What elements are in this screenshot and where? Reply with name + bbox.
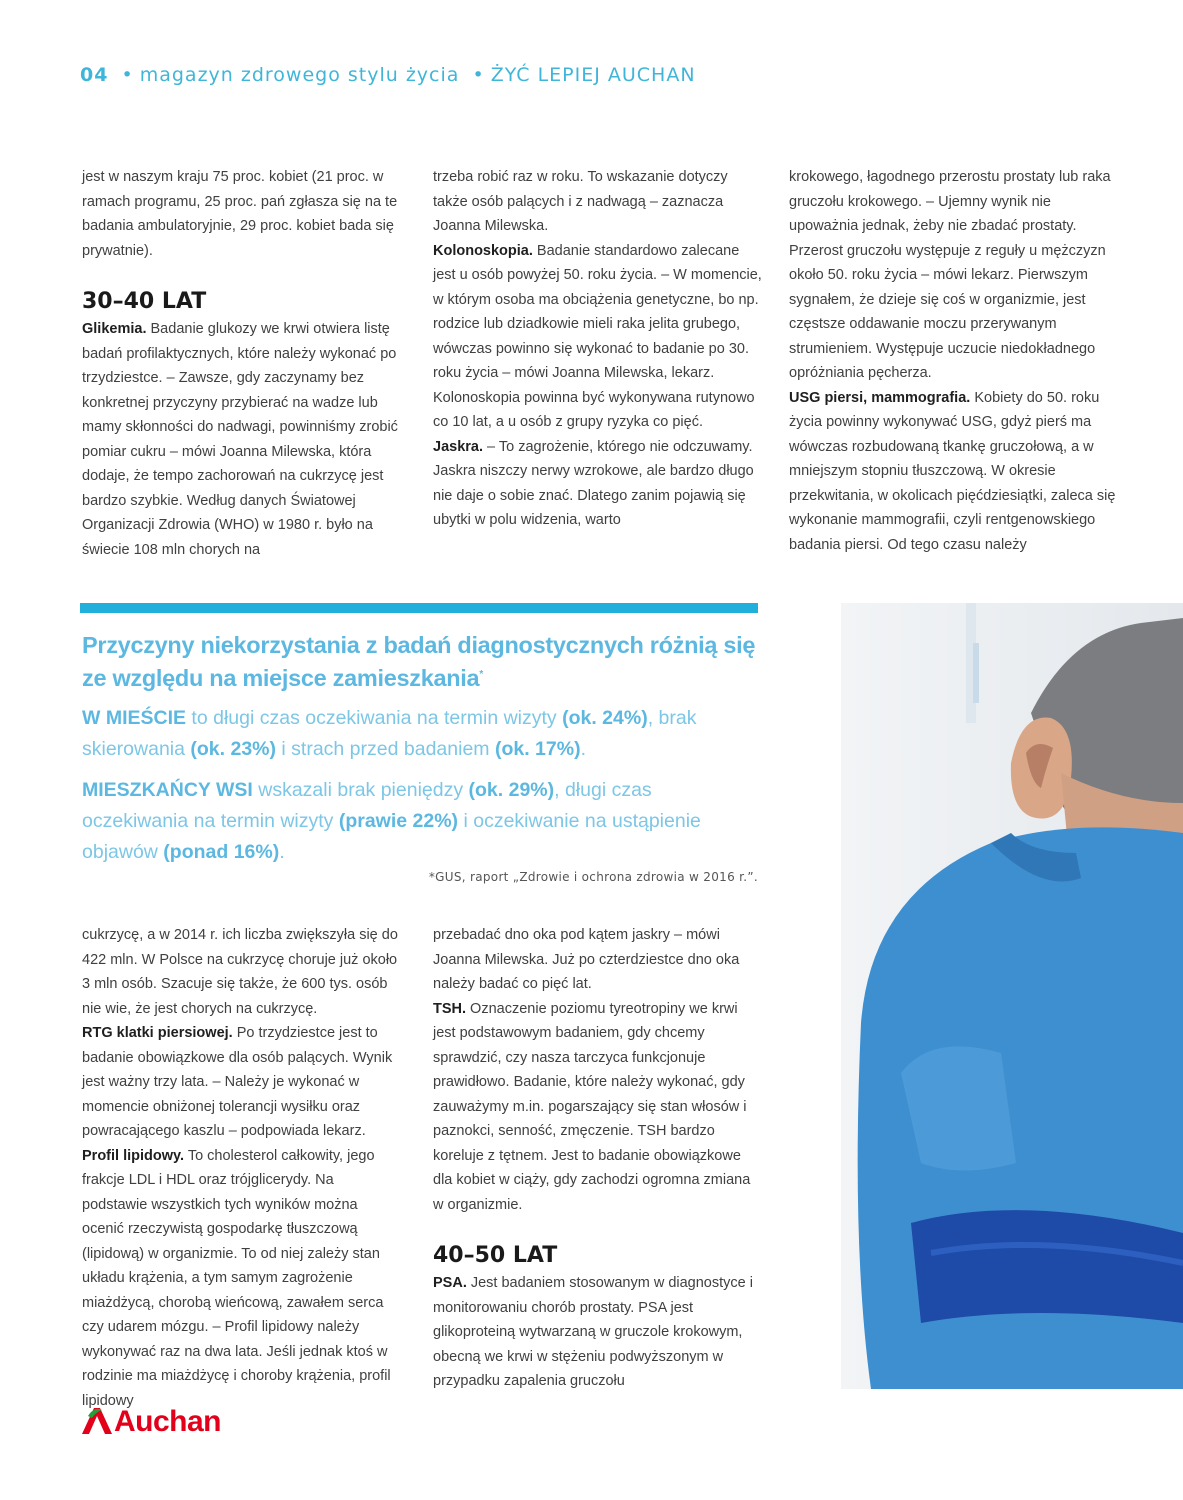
infobox-text: to długi czas oczekiwania na termin wizyty xyxy=(186,706,563,729)
infobox-title xyxy=(82,630,762,693)
term-kolonoskopia: Kolonoskopia. xyxy=(433,242,533,259)
paragraph-text: Badanie glukozy we krwi otwiera listę badań profilaktycznych, które należy wykonać po trzydziestce. – Zawsze, gdy zaczynamy bez konkretnej przyczyny przybierać na wadze lub mamy skłonności do nadwagi, powinniśmy zrobić pomiar cukru – mówi Joanna Milewska, która dodaje, że tempo zachorowań na cukrzycę jest bardzo szybkie. Według danych Światowej Organizacji Zdrowia (WHO) w 1980 r. było na świecie 108 mln chorych na xyxy=(82,321,398,558)
infobox-city xyxy=(82,703,762,765)
paragraph: krokowego, łagodnego przerostu prostaty lub raka gruczołu krokowego. – Ujemny wynik nie upoważnia jednak, żeby nie zbadać prostaty. Przerost gruczołu występuje z reguły u mężczyzn około 50. roku życia – mówi lekarz. Pierwszym sygnałem, że dzieje się coś w organizmie, jest częstsze oddawanie moczu przerywanym strumieniem. Występuje uczucie niedokładnego opróżniania pęcherza. xyxy=(789,169,1111,381)
auchan-bird-logo-icon xyxy=(80,1404,114,1436)
section-heading-40-50: 40–50 LAT xyxy=(433,1243,558,1268)
photo-illustration xyxy=(841,603,1183,1389)
bullet-separator: • xyxy=(121,64,134,86)
term-jaskra: Jaskra. xyxy=(433,438,483,455)
column-2-bottom xyxy=(433,923,763,1394)
column-1-top xyxy=(82,165,402,562)
infobox-village xyxy=(82,775,762,868)
term-profil-lipidowy: Profil lipidowy. xyxy=(82,1147,185,1164)
paragraph-tsh xyxy=(433,997,763,1218)
paragraph-kolonoskopia xyxy=(433,239,763,435)
paragraph: trzeba robić raz w roku. To wskazanie dotyczy także osób palących i z nadwagą – zaznacza Joanna Milewska. xyxy=(433,169,728,234)
accent-rule xyxy=(80,603,758,613)
paragraph-text: Badanie standardowo zalecane jest u osób powyżej 50. roku życia. – W momencie, w którym osoba ma obciążenia genetyczne, bo np. rodzice lub dziadkowie mieli raka jelita grubego, wówczas powinno się wykonać to badanie po 30. roku życia – mówi Joanna Milewska, lekarz. Kolonoskopia powinna być wykonywana rutynowo co 10 lat, a u osób z grupy ryzyka co pięć. xyxy=(433,242,762,430)
village-label: MIESZKAŃCY WSI xyxy=(82,778,253,801)
auchan-logo-text: Auchan xyxy=(114,1405,222,1438)
paragraph-psa xyxy=(433,1271,763,1394)
paragraph: cukrzycę, a w 2014 r. ich liczba zwiększyła się do 422 mln. W Polsce na cukrzycę choruje już około 3 mln osób. Szacuje się także, że 600 tys. osób nie wie, że jest chorych na cukrzycę. xyxy=(82,927,398,1017)
photo-patient-blood-pressure xyxy=(841,603,1183,1389)
magazine-name: magazyn zdrowego stylu życia xyxy=(139,64,460,86)
stat-value: (ponad 16%) xyxy=(163,840,280,863)
auchan-logo xyxy=(80,1404,221,1439)
infobox-text: . xyxy=(580,737,586,760)
stat-value: (ok. 24%) xyxy=(562,706,648,729)
source-footnote: *GUS, raport „Zdrowie i ochrona zdrowia w 2016 r.”. xyxy=(428,870,758,884)
paragraph-glikemia xyxy=(82,317,402,562)
infobox xyxy=(82,630,762,868)
paragraph-text: Po trzydziestce jest to badanie obowiązkowe dla osób palących. Wynik jest ważny trzy lata. – Należy je wykonać w momencie obniżonej tolerancji wysiłku oraz powracającego kaszlu – podpowiada lekarz. xyxy=(82,1025,393,1139)
magazine-brand: ŻYĆ LEPIEJ AUCHAN xyxy=(490,64,696,86)
stat-value: (ok. 23%) xyxy=(190,737,276,760)
city-label: W MIEŚCIE xyxy=(82,706,187,729)
column-3-top xyxy=(789,165,1119,557)
stat-value: (prawie 22%) xyxy=(338,809,459,832)
infobox-text: i oczekiwanie na ustąpienie objawów xyxy=(82,809,701,863)
column-1-bottom xyxy=(82,923,402,1413)
column-2-top xyxy=(433,165,763,533)
infobox-text: , brak skierowania xyxy=(82,706,697,760)
infobox-text: . xyxy=(279,840,285,863)
term-tsh: TSH. xyxy=(433,1000,467,1017)
page-number: 04 xyxy=(80,64,109,86)
paragraph: jest w naszym kraju 75 proc. kobiet (21 proc. w ramach programu, 25 proc. pań zgłasza się na te badania ambulatoryjnie, 29 proc. kobiet bada się prywatnie). xyxy=(82,169,398,259)
footnote-mark: * xyxy=(479,669,483,680)
paragraph-lipid xyxy=(82,1144,402,1414)
stat-value: (ok. 29%) xyxy=(468,778,555,801)
term-usg-mammografia: USG piersi, mammografia. xyxy=(789,389,971,406)
paragraph-text: Kobiety do 50. roku życia powinny wykonywać USG, gdyż pierś ma wówczas rozbudowaną tkankę gruczołową, a w mniejszym stopniu tłuszczową. W okresie przekwitania, w okolicach pięćdziesiątki, zaleca się wykonanie mammografii, czyli rentgenowskiego badania piersi. Od tego czasu należy xyxy=(789,389,1116,553)
paragraph-text: – To zagrożenie, którego nie odczuwamy. Jaskra niszczy nerwy wzrokowe, ale bardzo długo nie daje o sobie znać. Dlatego zanim pojawią się ubytki w polu widzenia, warto xyxy=(433,438,754,528)
section-heading-30-40: 30–40 LAT xyxy=(82,289,207,314)
bullet-separator: • xyxy=(472,64,485,86)
paragraph: przebadać dno oka pod kątem jaskry – mówi Joanna Milewska. Już po czterdziestce dno oka należy badać co pięć lat. xyxy=(433,927,740,992)
infobox-text: wskazali brak pieniędzy xyxy=(252,778,469,801)
paragraph-text: Oznaczenie poziomu tyreotropiny we krwi jest podstawowym badaniem, gdy chcemy sprawdzić, czy nasza tarczyca funkcjonuje prawidłowo. Badanie, które należy wykonać, gdy zauważymy m.in. pogarszający się stan włosów i paznokci, senność, zmęczenie. TSH bardzo koreluje z tętnem. Jest to badanie obowiązkowe dla kobiet w ciąży, gdy zachodzi ogromna zmiana w organizmie. xyxy=(433,1000,751,1213)
paragraph-jaskra xyxy=(433,435,763,533)
infobox-text: i strach przed badaniem xyxy=(276,737,495,760)
term-psa: PSA. xyxy=(433,1275,467,1291)
infobox-title-text: Przyczyny niekorzystania z badań diagnostycznych różnią się ze względu na miejsce zamieszkania xyxy=(82,632,756,691)
paragraph-text: Jest badaniem stosowanym w diagnostyce i monitorowaniu chorób prostaty. PSA jest glikoproteiną wytwarzaną w gruczole krokowym, obecną we krwi w stężeniu podwyższonym w przypadku zapalenia gruczołu xyxy=(433,1275,753,1389)
term-rtg: RTG klatki piersiowej. xyxy=(82,1025,233,1041)
paragraph-rtg xyxy=(82,1021,402,1144)
term-glikemia: Glikemia. xyxy=(82,321,147,337)
paragraph-text: To cholesterol całkowity, jego frakcje LDL i HDL oraz trójglicerydy. Na podstawie wszystkich tych wyników można ocenić rzeczywistą gospodarkę tłuszczową (lipidową) w organizmie. To od niej zależy stan układu krążenia, a tym samym zagrożenie miażdżycą, chorobą wieńcową, zawałem serca czy udarem mózgu. – Profil lipidowy należy wykonywać raz na dwa lata. Jeśli jednak ktoś w rodzinie ma miażdżycę i choroby krążenia, profil lipidowy xyxy=(82,1147,391,1409)
paragraph-usg xyxy=(789,386,1119,558)
infobox-text: , długi czas oczekiwania na termin wizyty xyxy=(82,778,652,832)
running-header xyxy=(80,64,696,86)
stat-value: (ok. 17%) xyxy=(494,737,581,760)
